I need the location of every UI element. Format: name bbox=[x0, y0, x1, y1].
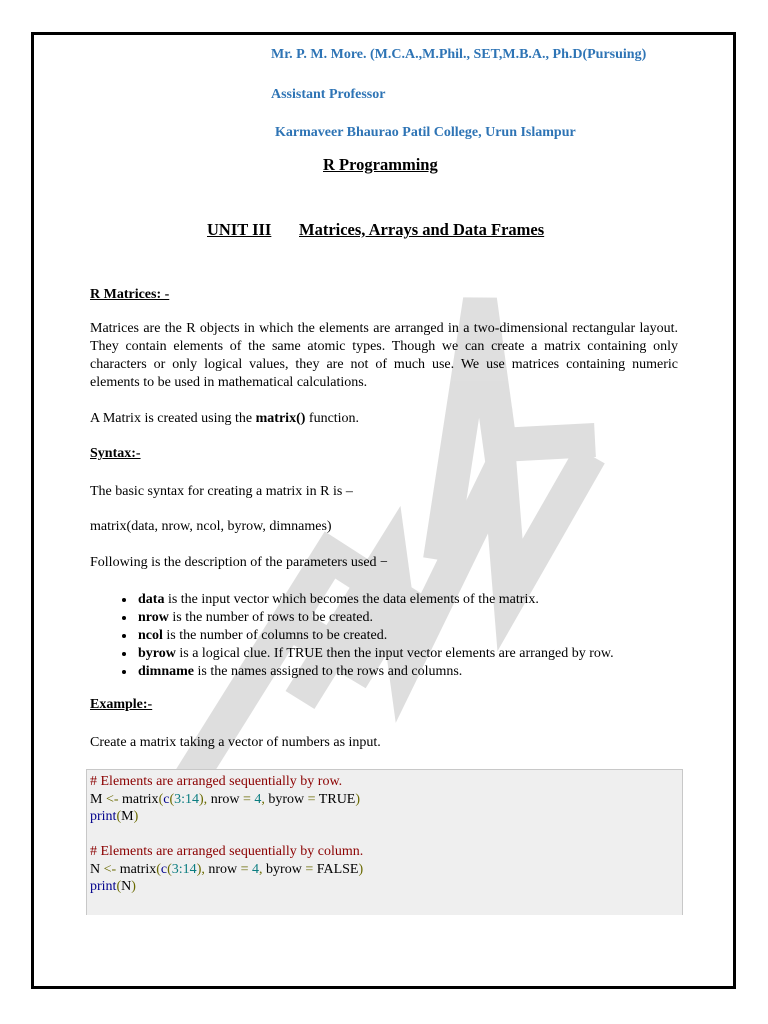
param-desc: is the number of rows to be created. bbox=[168, 610, 373, 625]
college-name: Karmaveer Bhaurao Patil College, Urun Islampur bbox=[275, 125, 576, 140]
code-value: FALSE bbox=[313, 861, 359, 877]
code-line-print-m bbox=[90, 808, 682, 826]
code-range: 3:14 bbox=[174, 791, 200, 807]
list-item bbox=[136, 645, 696, 663]
code-line-print-n bbox=[90, 878, 682, 896]
example-heading: Example:- bbox=[90, 697, 153, 712]
param-desc: is the input vector which becomes the data elements of the matrix. bbox=[164, 592, 539, 607]
code-paren: ) bbox=[131, 879, 136, 894]
param-desc: is the number of columns to be created. bbox=[162, 628, 388, 643]
list-item bbox=[136, 627, 696, 645]
code-arg: nrow bbox=[207, 791, 243, 807]
code-fn: matrix bbox=[118, 791, 159, 807]
code-fn-c: c bbox=[163, 791, 170, 807]
list-item bbox=[136, 609, 696, 627]
param-name: data bbox=[138, 592, 165, 607]
author-designation: Assistant Professor bbox=[271, 87, 386, 102]
code-line-matrix-n bbox=[90, 861, 682, 879]
code-range: 3:14 bbox=[171, 861, 197, 877]
matrix-sentence-prefix: A Matrix is created using the bbox=[90, 411, 256, 426]
code-arg: M bbox=[121, 809, 134, 824]
code-arg: N bbox=[121, 879, 132, 894]
code-paren: ), bbox=[199, 791, 208, 807]
code-paren: ), bbox=[196, 861, 205, 877]
code-comma: , bbox=[259, 861, 263, 877]
code-paren: ( bbox=[167, 861, 172, 877]
code-fn: matrix bbox=[116, 861, 157, 877]
parameter-list bbox=[90, 591, 696, 681]
unit-number: UNIT III bbox=[207, 220, 272, 239]
matrix-function-sentence bbox=[90, 411, 359, 427]
code-paren: ( bbox=[158, 791, 164, 807]
code-fn-print: print bbox=[90, 809, 117, 824]
code-arg: nrow bbox=[204, 861, 241, 877]
matrix-sentence-suffix: function. bbox=[305, 411, 360, 426]
code-eq: = bbox=[240, 861, 249, 877]
code-eq: = bbox=[242, 791, 251, 807]
code-paren: ( bbox=[156, 861, 161, 877]
code-arg: byrow bbox=[262, 861, 306, 877]
param-name: byrow bbox=[138, 646, 176, 661]
course-title: R Programming bbox=[323, 155, 438, 174]
param-name: dimname bbox=[138, 664, 194, 679]
param-desc: is a logical clue. If TRUE then the input vector elements are arranged by row. bbox=[175, 646, 614, 661]
code-var: N bbox=[90, 861, 104, 877]
param-desc: is the names assigned to the rows and columns. bbox=[194, 664, 463, 679]
code-paren: ) bbox=[133, 809, 139, 824]
code-paren: ( bbox=[116, 809, 122, 824]
code-assign: <- bbox=[105, 791, 119, 807]
code-assign: <- bbox=[103, 861, 117, 877]
example-intro: Create a matrix taking a vector of numbers as input. bbox=[90, 735, 381, 750]
list-item bbox=[136, 591, 696, 609]
intro-paragraph: Matrices are the R objects in which the elements are arranged in a two-dimensional rectangular layout. They contain elements of the same atomic types. Though we can create a matrix containing only characters or only logical values, they are not of much use. We use matrices containing numeric elements to be used in mathematical calculations. bbox=[90, 321, 678, 390]
matrix-function-name: matrix() bbox=[255, 411, 306, 426]
code-comment-row: # Elements are arranged sequentially by row. bbox=[90, 774, 343, 789]
param-name: ncol bbox=[138, 628, 163, 643]
code-num: 4 bbox=[248, 861, 260, 877]
code-eq: = bbox=[305, 861, 314, 877]
code-paren: ( bbox=[116, 879, 122, 894]
syntax-code: matrix(data, nrow, ncol, byrow, dimnames) bbox=[90, 519, 332, 534]
code-paren: ( bbox=[169, 791, 175, 807]
code-var: M bbox=[90, 791, 106, 807]
code-eq: = bbox=[307, 791, 316, 807]
code-paren: ) bbox=[358, 861, 364, 877]
code-fn-c: c bbox=[160, 861, 168, 877]
syntax-heading: Syntax:- bbox=[90, 446, 141, 461]
author-name: Mr. P. M. More. (M.C.A.,M.Phil., SET,M.B.A., Ph.D(Pursuing) bbox=[271, 47, 647, 62]
code-comment-column: # Elements are arranged sequentially by column. bbox=[90, 844, 364, 859]
params-intro: Following is the description of the parameters used − bbox=[90, 555, 388, 570]
code-value: TRUE bbox=[315, 791, 356, 807]
code-block bbox=[86, 769, 683, 915]
syntax-intro: The basic syntax for creating a matrix in R is – bbox=[90, 484, 353, 499]
code-paren: ) bbox=[355, 791, 361, 807]
code-blank-line bbox=[90, 826, 682, 844]
list-item bbox=[136, 663, 696, 681]
param-name: nrow bbox=[138, 610, 169, 625]
code-fn-print: print bbox=[90, 879, 117, 894]
unit-title: Matrices, Arrays and Data Frames bbox=[299, 220, 545, 239]
code-arg: byrow bbox=[264, 791, 308, 807]
code-comma: , bbox=[261, 791, 265, 807]
matrices-heading: R Matrices: - bbox=[90, 287, 170, 302]
code-num: 4 bbox=[250, 791, 262, 807]
code-line-matrix-m bbox=[90, 791, 682, 809]
